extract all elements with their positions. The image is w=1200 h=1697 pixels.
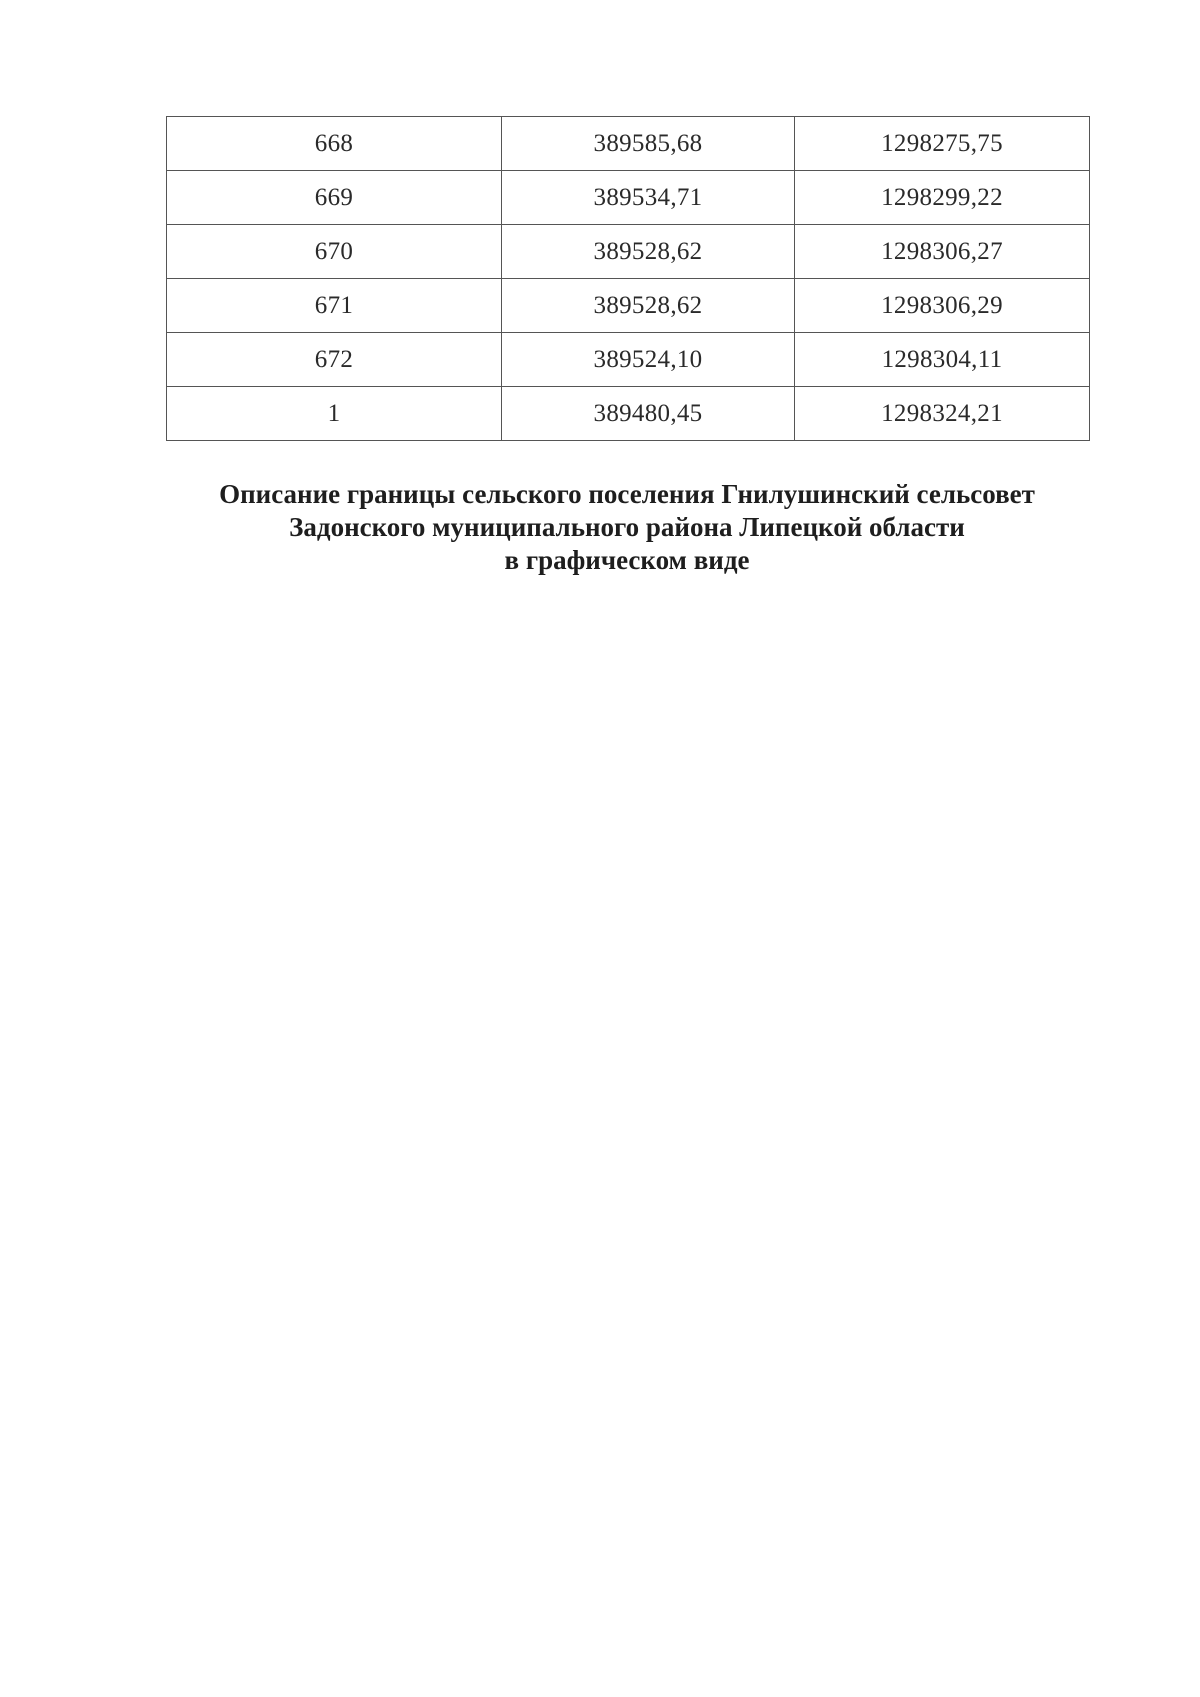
x-coordinate-cell: 389528,62 (502, 279, 795, 333)
coordinates-table (166, 116, 1090, 441)
point-number-cell: 668 (167, 117, 502, 171)
y-coordinate-cell: 1298299,22 (795, 171, 1090, 225)
point-number-cell: 670 (167, 225, 502, 279)
heading-line: Задонского муниципального района Липецкой области (289, 512, 965, 542)
y-coordinate-cell: 1298306,29 (795, 279, 1090, 333)
y-coordinate-cell: 1298324,21 (795, 387, 1090, 441)
point-number-cell: 672 (167, 333, 502, 387)
x-coordinate-cell: 389524,10 (502, 333, 795, 387)
heading-line: Описание границы сельского поселения Гнилушинский сельсовет (219, 479, 1035, 509)
point-number-cell: 1 (167, 387, 502, 441)
section-heading (166, 478, 1088, 577)
x-coordinate-cell: 389534,71 (502, 171, 795, 225)
y-coordinate-cell: 1298275,75 (795, 117, 1090, 171)
heading-line: в графическом виде (504, 545, 750, 575)
x-coordinate-cell: 389585,68 (502, 117, 795, 171)
point-number-cell: 671 (167, 279, 502, 333)
table-row (167, 279, 1090, 333)
table-row (167, 225, 1090, 279)
point-number-cell: 669 (167, 171, 502, 225)
table-row (167, 117, 1090, 171)
y-coordinate-cell: 1298304,11 (795, 333, 1090, 387)
table-row (167, 171, 1090, 225)
x-coordinate-cell: 389528,62 (502, 225, 795, 279)
table-row (167, 387, 1090, 441)
y-coordinate-cell: 1298306,27 (795, 225, 1090, 279)
table-row (167, 333, 1090, 387)
x-coordinate-cell: 389480,45 (502, 387, 795, 441)
